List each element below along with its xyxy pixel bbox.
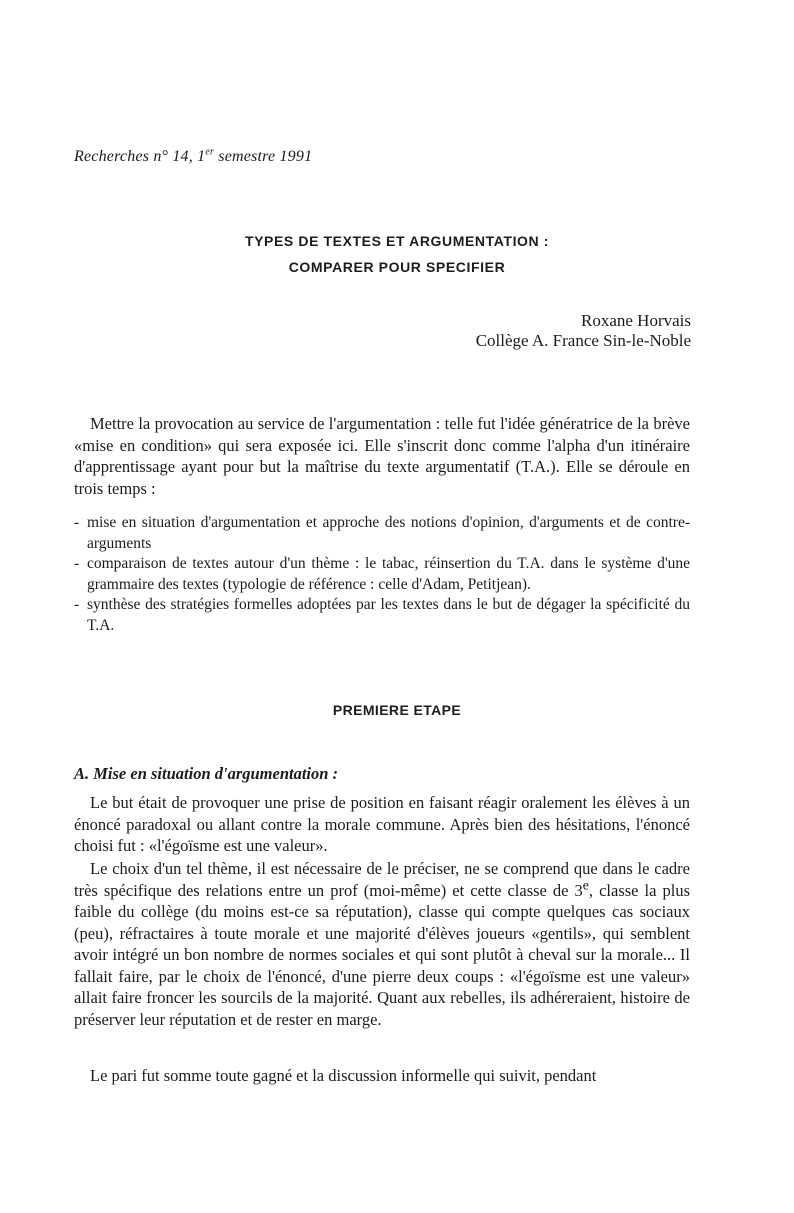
list-item: - mise en situation d'argumentation et approche des notions d'opinion, d'arguments et de contre-arguments	[74, 513, 690, 554]
author-name: Roxane Horvais	[580, 311, 691, 330]
superscript: e	[582, 877, 589, 892]
body-paragraph-1	[74, 792, 690, 857]
steps-list	[74, 513, 690, 636]
intro-text: Mettre la provocation au service de l'argumentation : telle fut l'idée génératrice de la brève «mise en condition» qui sera exposée ici. Elle s'inscrit donc comme l'alpha d'un itinéraire d'apprentissage ayant pour but la maîtrise du texte argumentatif (T.A.). Elle se déroule en trois temps :	[74, 414, 690, 498]
body-paragraph-3	[74, 1065, 690, 1087]
author-affiliation: Collège A. France Sin-le-Noble	[475, 331, 691, 350]
paragraph-text-part: Le choix d'un tel thème, il est nécessaire de le préciser, ne se comprend que dans le cadre très spécifique des relations entre un prof (moi-même) et cette classe de 3	[74, 859, 690, 900]
article-title-line-1: TYPES DE TEXTES ET ARGUMENTATION :	[244, 233, 550, 249]
paragraph-text: Le pari fut somme toute gagné et la discussion informelle qui suivit, pendant	[90, 1066, 597, 1085]
body-paragraph-2	[74, 858, 690, 1030]
section-heading: PREMIERE ETAPE	[332, 702, 462, 718]
paragraph-text-part: , classe la plus faible du collège (du moins est-ce sa réputation), classe qui compte quelques cas sociaux (peu), réfractaires à toute morale et une majorité d'élèves joueurs «gentils», qui semblent avoir intégré un bon nombre de normes sociales et qui sont plutôt à cheval sur la morale... Il fallait faire, par le choix de l'énoncé, d'une pierre deux coups : «l'égoïsme est une valeur» allait faire froncer les sourcils de la majorité. Quant aux rebelles, ils adhéreraient, histoire de préserver leur réputation et de rester en marge.	[74, 880, 691, 1029]
intro-paragraph	[74, 413, 690, 499]
citation-prefix: Recherches n° 14, 1	[74, 148, 206, 165]
list-item: - synthèse des stratégies formelles adoptées par les textes dans le but de dégager la spécificité du T.A.	[74, 595, 690, 636]
citation-suffix: semestre 1991	[214, 148, 313, 165]
article-title-line-2: COMPARER POUR SPECIFIER	[288, 259, 506, 275]
paragraph-text: Le but était de provoquer une prise de position en faisant réagir oralement les élèves à un énoncé paradoxal ou allant contre la morale commune. Après bien des hésitations, l'énoncé choisi fut : «l'égoïsme est une valeur».	[74, 793, 690, 855]
subsection-heading: A. Mise en situation d'argumentation :	[74, 764, 339, 783]
list-item: - comparaison de textes autour d'un thème : le tabac, réinsertion du T.A. dans le système d'une grammaire des textes (typologie de référence : celle d'Adam, Petitjean).	[74, 554, 690, 595]
journal-citation	[74, 148, 312, 166]
citation-superscript: er	[205, 146, 215, 158]
paragraph-text	[74, 858, 690, 1030]
